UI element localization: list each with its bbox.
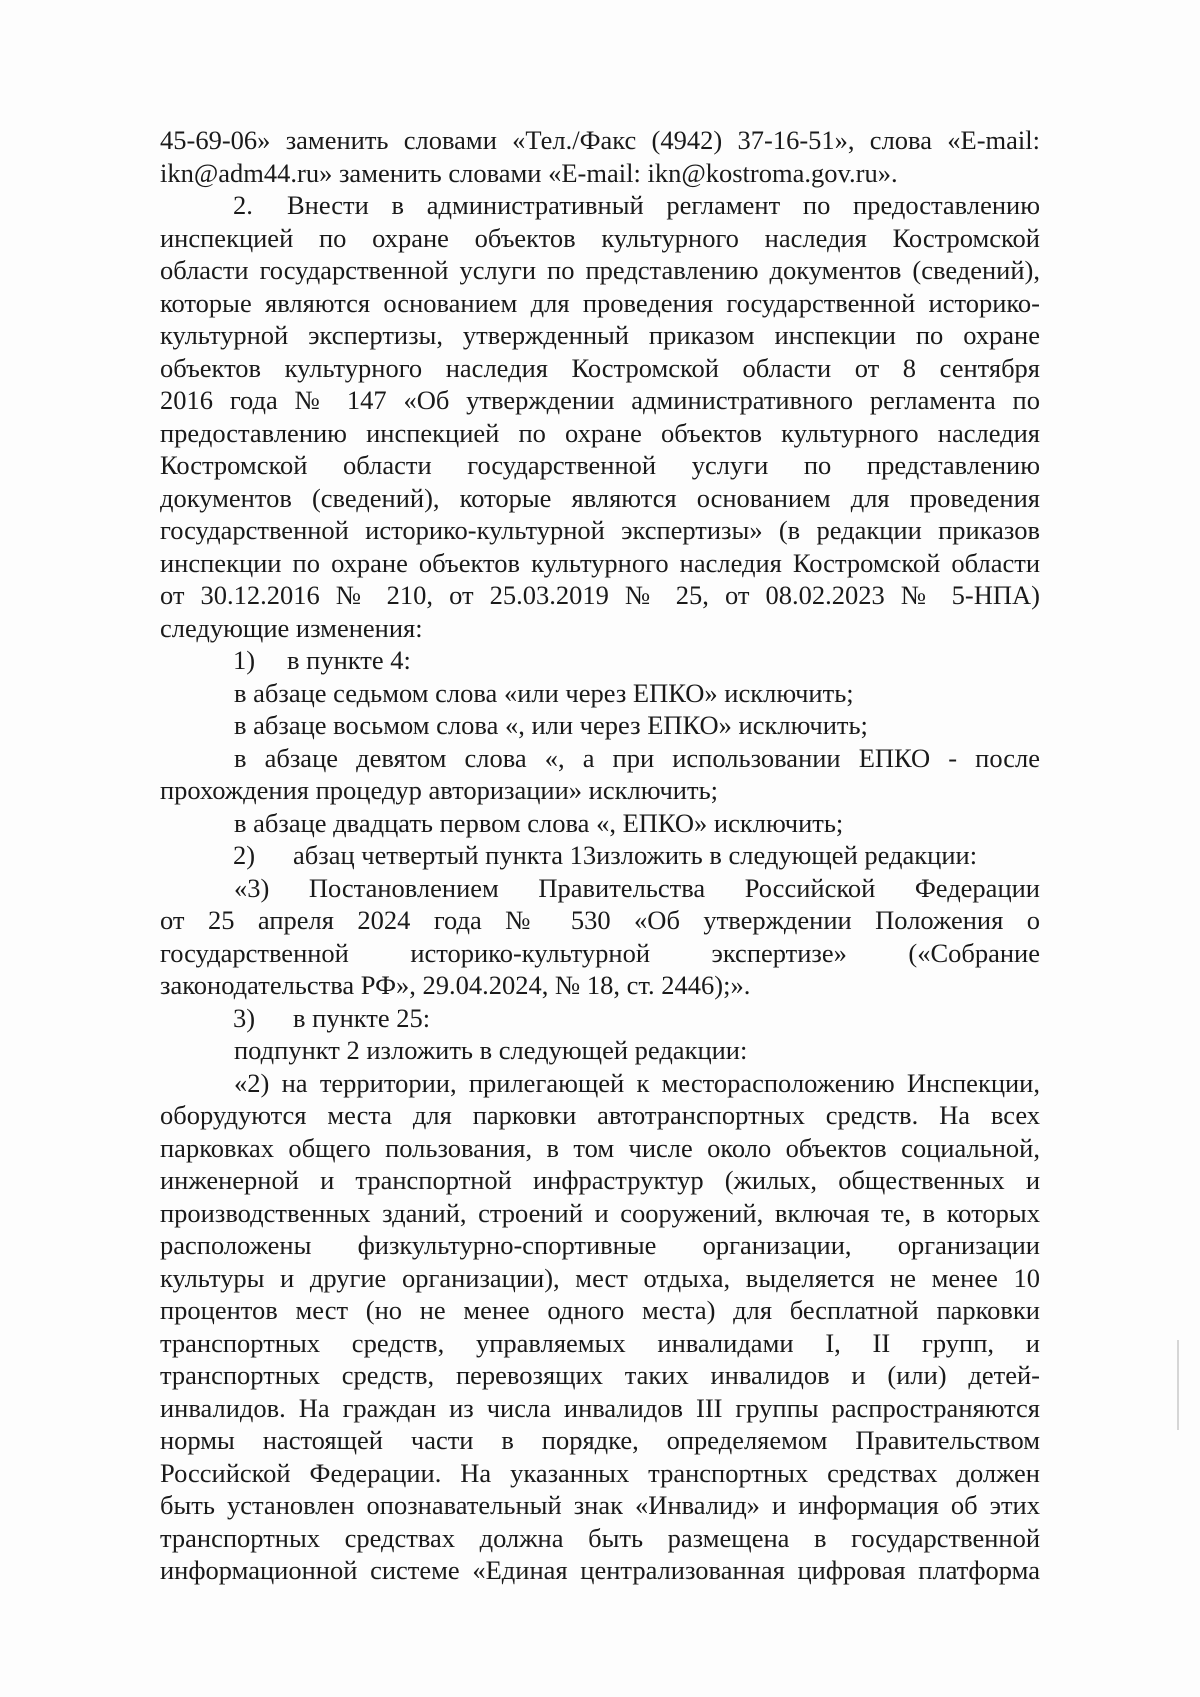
- text-line: инженерной и транспортной инфраструктур (жилых, общественных и: [160, 1165, 1040, 1195]
- text-line: производственных зданий, строений и сооружений, включая те, в которых: [160, 1197, 1040, 1228]
- text-line: в пункте 4:: [287, 645, 411, 675]
- text-line: парковках общего пользования, в том числе около объектов социальной,: [160, 1132, 1040, 1163]
- text-line: документов (сведений), которые являются основанием для проведения: [160, 482, 1040, 513]
- list-number: 2): [233, 840, 256, 870]
- subitem-2: [160, 839, 1040, 872]
- text-line: инспекции по охране объектов культурного наследия Костромской области: [160, 547, 1040, 578]
- text-line: «3) Постановлением Правительства Российской Федерации: [234, 872, 1040, 903]
- text-line: культуры и другие организации), мест отдыха, выделяется не менее 10: [160, 1262, 1040, 1293]
- text-line: 45-69-06» заменить словами «Тел./Факс (4942) 37-16-51», слова «E-mail:: [160, 125, 1040, 155]
- text-line: транспортных средств, управляемых инвалидами I, II групп, и: [160, 1327, 1040, 1358]
- text-line: нормы настоящей части в порядке, определяемом Правительством: [160, 1425, 1040, 1455]
- text-line: законодательства РФ», 29.04.2024, № 18, ст. 2446);».: [160, 970, 751, 1000]
- text-line: транспортных средств, перевозящих таких инвалидов и (или) детей-: [160, 1360, 1040, 1390]
- text-line: быть установлен опознавательный знак «Инвалид» и информация об этих: [160, 1490, 1040, 1520]
- text-line: области государственной услуги по представлению документов (сведений),: [160, 255, 1040, 285]
- text-line: в абзаце седьмом слова «или через ЕПКО» исключить;: [234, 677, 854, 708]
- list-number: 1): [233, 645, 256, 675]
- text-line: подпункт 2 изложить в следующей редакции:: [234, 1035, 748, 1065]
- text-line: прохождения процедур авторизации» исключить;: [160, 775, 719, 805]
- text-line: которые являются основанием для проведения государственной историко-: [160, 287, 1040, 318]
- text-line: от 30.12.2016 № 210, от 25.03.2019 № 25, от 08.02.2023 № 5-НПА): [160, 580, 1040, 610]
- text-line: от 25 апреля 2024 года № 530 «Об утверждении Положения о: [160, 905, 1040, 935]
- text-line: расположены физкультурно-спортивные организации, организации: [160, 1230, 1040, 1260]
- list-number: 2.: [233, 190, 253, 220]
- paragraph-2-heading: [160, 189, 1040, 222]
- subitem-1: [160, 644, 1040, 677]
- text-line: государственной историко-культурной экспертизе» («Собрание: [160, 937, 1040, 968]
- text-line: государственной историко-культурной экспертизы» (в редакции приказов: [160, 515, 1040, 545]
- list-number: 3): [233, 1002, 256, 1033]
- text-line: следующие изменения:: [160, 612, 423, 643]
- text-line: инвалидов. На граждан из числа инвалидов III группы распространяются: [160, 1392, 1040, 1423]
- text-line: транспортных средствах должна быть размещена в государственной: [160, 1522, 1040, 1553]
- text-line: абзац четвертый пункта 13изложить в следующей редакции:: [293, 840, 978, 870]
- text-line: в пункте 25:: [293, 1002, 431, 1033]
- scan-margin-mark: [1177, 1340, 1179, 1430]
- text-line: 2016 года № 147 «Об утверждении административного регламента по: [160, 385, 1040, 415]
- text-line: в абзаце восьмом слова «, или через ЕПКО» исключить;: [234, 710, 868, 740]
- document-body: [160, 124, 1040, 1587]
- text-line: оборудуются места для парковки автотранспортных средств. На всех: [160, 1100, 1040, 1130]
- text-line: ikn@adm44.ru» заменить словами «E-mail: ikn@kostroma.gov.ru».: [160, 157, 898, 188]
- subitem-3: [160, 1002, 1040, 1035]
- text-line: информационной системе «Единая централизованная цифровая платформа: [160, 1555, 1040, 1585]
- text-line: Российской Федерации. На указанных транспортных средствах должен: [160, 1457, 1040, 1488]
- text-line: «2) на территории, прилегающей к месторасположению Инспекции,: [234, 1067, 1040, 1098]
- text-line: процентов мест (но не менее одного места) для бесплатной парковки: [160, 1295, 1040, 1325]
- text-line: инспекцией по охране объектов культурного наследия Костромской: [160, 222, 1040, 253]
- text-line: в абзаце девятом слова «, а при использовании ЕПКО - после: [234, 742, 1040, 773]
- text-line: культурной экспертизы, утвержденный приказом инспекции по охране: [160, 320, 1040, 350]
- text-line: объектов культурного наследия Костромской области от 8 сентября: [160, 352, 1040, 383]
- text-line: в абзаце двадцать первом слова «, ЕПКО» исключить;: [234, 807, 844, 838]
- text-line: Внести в административный регламент по предоставлению: [287, 190, 1040, 220]
- text-line: предоставлению инспекцией по охране объектов культурного наследия: [160, 417, 1040, 448]
- text-line: Костромской области государственной услуги по представлению: [160, 450, 1040, 480]
